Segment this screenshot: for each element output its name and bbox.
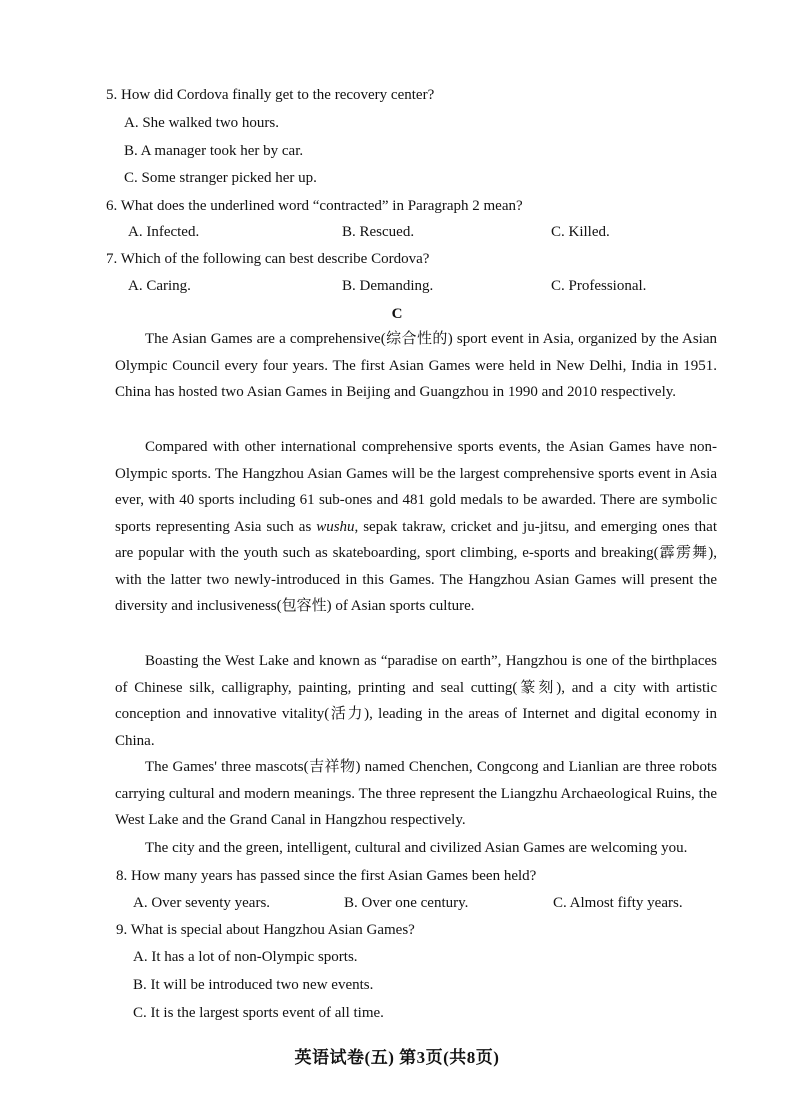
q9-option-c: C. It is the largest sports event of all time. [133,1005,384,1021]
q8-option-b: B. Over one century. [344,895,469,911]
passage-paragraph-3: Boasting the West Lake and known as “paradise on earth”, Hangzhou is one of the birthplaces of Chinese silk, calligraphy, painting, printing and seal cutting(篆刻), and a city with artistic conception and innovative vitality(活力), leading in the areas of Internet and digital economy in China. [115,653,717,749]
section-heading-c: C [391,306,403,322]
q8-option-c: C. Almost fifty years. [553,895,683,911]
passage-paragraph-1: The Asian Games are a comprehensive(综合性的) sport event in Asia, organized by the Asian Olympic Council every four years. The first Asian Games were held in New Delhi, India in 1951. China has hosted two Asian Games in Beijing and Guangzhou in 1990 and 2010 respectively. [115,331,717,400]
question-6: 6. What does the underlined word “contracted” in Paragraph 2 mean? [106,198,523,214]
q7-option-a: A. Caring. [128,278,191,294]
question-9: 9. What is special about Hangzhou Asian Games? [116,922,415,938]
question-7: 7. Which of the following can best describe Cordova? [106,251,430,267]
passage-paragraph-4: The Games' three mascots(吉祥物) named Chenchen, Congcong and Lianlian are three robots carrying cultural and modern meanings. The three represent the Liangzhu Archaeological Ruins, the West Lake and the Grand Canal in Hangzhou respectively. [115,759,717,828]
passage-paragraph-5: The city and the green, intelligent, cultural and civilized Asian Games are welcoming you. [145,840,688,856]
question-5: 5. How did Cordova finally get to the recovery center? [106,87,435,103]
q8-option-a: A. Over seventy years. [133,895,271,911]
q6-option-c: C. Killed. [551,224,610,240]
q9-option-a: A. It has a lot of non-Olympic sports. [133,949,358,965]
page-footer: 英语试卷(五) 第3页(共8页) [294,1048,500,1067]
q7-option-c: C. Professional. [551,278,647,294]
q5-option-a: A. She walked two hours. [124,115,279,131]
q6-option-a: A. Infected. [128,224,200,240]
q9-option-b: B. It will be introduced two new events. [133,977,374,993]
p2-italic-term: wushu [316,518,355,535]
q6-option-b: B. Rescued. [342,224,415,240]
q7-option-b: B. Demanding. [342,278,434,294]
p2-text-start: Compared with other international comprehensive sports events, the Asian Games have non-Olympic sports. The Hangzhou Asian Games will be the largest comprehensive sports event in Asia ever, with 40 sports including 61 sub-ones and 481 gold medals to be awarded. There are symbolic sports representing Asia such as [115,439,717,535]
q5-option-b: B. A manager took her by car. [124,143,304,159]
p2-text-end: , sepak takraw, cricket and ju-jitsu, and emerging ones that are popular with the youth such as skateboarding, sport climbing, e-sports and breaking(霹雳舞), with the latter two newly-introduced in this Games. The Hangzhou Asian Games will present the diversity and inclusiveness(包容性) of Asian sports culture. [115,518,717,614]
question-8: 8. How many years has passed since the first Asian Games been held? [116,868,537,884]
passage-paragraph-2 [115,434,717,620]
q5-option-c: C. Some stranger picked her up. [124,170,317,186]
